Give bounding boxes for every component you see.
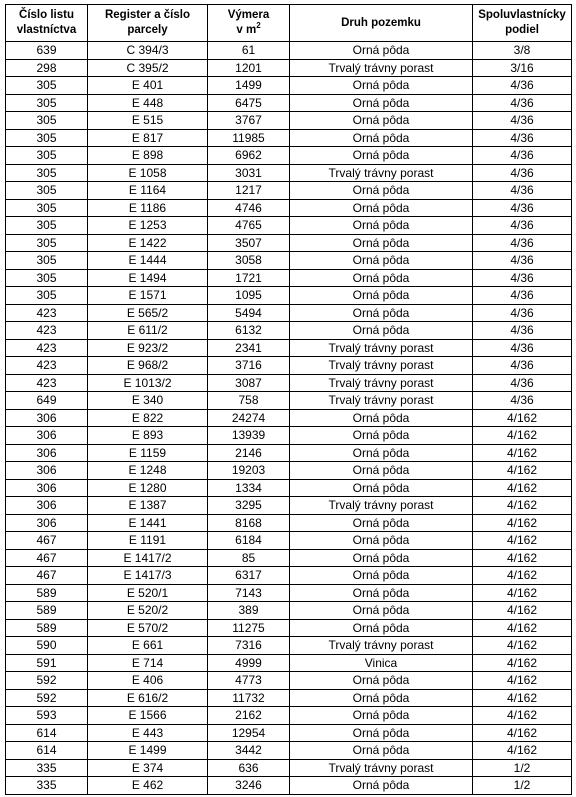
cell-parcel-number: C 395/2 [88, 59, 208, 77]
cell-land-type: Orná pôda [290, 444, 473, 462]
table-row [6, 147, 572, 165]
cell-area: 11985 [208, 129, 290, 147]
cell-list-number: 614 [6, 724, 88, 742]
cell-area: 1334 [208, 479, 290, 497]
cell-land-type: Trvalý trávny porast [290, 339, 473, 357]
cell-area: 2341 [208, 339, 290, 357]
cell-share: 4/36 [473, 287, 572, 305]
table-row [6, 164, 572, 182]
header-cislo-listu-vlastnictva [6, 5, 88, 42]
land-parcel-table [5, 4, 572, 795]
cell-share: 4/36 [473, 322, 572, 340]
cell-parcel-number: E 1422 [88, 234, 208, 252]
cell-list-number: 649 [6, 392, 88, 410]
cell-list-number: 305 [6, 77, 88, 95]
cell-share: 4/162 [473, 497, 572, 515]
cell-share: 1/2 [473, 777, 572, 795]
header-line-1: Druh pozemku [341, 16, 421, 29]
cell-list-number: 423 [6, 339, 88, 357]
cell-area: 6317 [208, 567, 290, 585]
cell-area: 11275 [208, 619, 290, 637]
cell-land-type: Orná pôda [290, 304, 473, 322]
cell-list-number: 589 [6, 602, 88, 620]
cell-share: 4/162 [473, 427, 572, 445]
cell-share: 4/36 [473, 234, 572, 252]
cell-parcel-number: E 1159 [88, 444, 208, 462]
table-row [6, 462, 572, 480]
table-row [6, 392, 572, 410]
cell-share: 4/36 [473, 77, 572, 95]
cell-area: 636 [208, 759, 290, 777]
cell-land-type: Trvalý trávny porast [290, 637, 473, 655]
cell-land-type: Orná pôda [290, 567, 473, 585]
cell-parcel-number: E 520/1 [88, 584, 208, 602]
cell-list-number: 305 [6, 129, 88, 147]
table-row [6, 549, 572, 567]
cell-area: 61 [208, 42, 290, 60]
table-row [6, 339, 572, 357]
cell-parcel-number: E 898 [88, 147, 208, 165]
cell-parcel-number: E 1441 [88, 514, 208, 532]
cell-land-type: Trvalý trávny porast [290, 759, 473, 777]
table-row [6, 479, 572, 497]
cell-list-number: 590 [6, 637, 88, 655]
cell-area: 3442 [208, 742, 290, 760]
cell-land-type: Orná pôda [290, 322, 473, 340]
header-spoluvlastnicky-podiel [473, 5, 572, 42]
cell-list-number: 305 [6, 217, 88, 235]
cell-area: 3246 [208, 777, 290, 795]
cell-area: 3058 [208, 252, 290, 270]
cell-list-number: 467 [6, 549, 88, 567]
table-row [6, 444, 572, 462]
cell-list-number: 305 [6, 94, 88, 112]
cell-parcel-number: E 714 [88, 654, 208, 672]
cell-list-number: 306 [6, 514, 88, 532]
cell-area: 3716 [208, 357, 290, 375]
cell-land-type: Orná pôda [290, 742, 473, 760]
cell-share: 4/36 [473, 374, 572, 392]
cell-parcel-number: E 401 [88, 77, 208, 95]
cell-land-type: Orná pôda [290, 217, 473, 235]
cell-land-type: Orná pôda [290, 777, 473, 795]
table-row [6, 497, 572, 515]
cell-area: 13939 [208, 427, 290, 445]
table-row [6, 724, 572, 742]
header-register-a-cislo-parcely [88, 5, 208, 42]
cell-land-type: Orná pôda [290, 549, 473, 567]
cell-share: 4/162 [473, 549, 572, 567]
cell-area: 4999 [208, 654, 290, 672]
cell-area: 4765 [208, 217, 290, 235]
table-row [6, 532, 572, 550]
cell-share: 4/162 [473, 462, 572, 480]
cell-land-type: Trvalý trávny porast [290, 392, 473, 410]
table-row [6, 234, 572, 252]
cell-area: 4746 [208, 199, 290, 217]
cell-parcel-number: E 923/2 [88, 339, 208, 357]
cell-list-number: 305 [6, 199, 88, 217]
table-row [6, 654, 572, 672]
cell-land-type: Orná pôda [290, 724, 473, 742]
cell-parcel-number: E 515 [88, 112, 208, 130]
cell-land-type: Orná pôda [290, 77, 473, 95]
cell-share: 4/36 [473, 129, 572, 147]
cell-list-number: 335 [6, 777, 88, 795]
cell-list-number: 614 [6, 742, 88, 760]
table-row [6, 409, 572, 427]
cell-parcel-number: E 520/2 [88, 602, 208, 620]
cell-land-type: Orná pôda [290, 129, 473, 147]
cell-share: 4/36 [473, 217, 572, 235]
cell-area: 1201 [208, 59, 290, 77]
cell-land-type: Orná pôda [290, 287, 473, 305]
cell-area: 389 [208, 602, 290, 620]
header-line-2: parcely [127, 24, 168, 36]
cell-parcel-number: E 661 [88, 637, 208, 655]
cell-list-number: 589 [6, 584, 88, 602]
cell-list-number: 306 [6, 409, 88, 427]
cell-parcel-number: E 443 [88, 724, 208, 742]
cell-area: 6132 [208, 322, 290, 340]
table-row [6, 357, 572, 375]
cell-land-type: Orná pôda [290, 234, 473, 252]
cell-share: 3/16 [473, 59, 572, 77]
cell-area: 6184 [208, 532, 290, 550]
cell-parcel-number: E 1499 [88, 742, 208, 760]
cell-land-type: Trvalý trávny porast [290, 59, 473, 77]
header-line-1: Spoluvlastnícky [478, 9, 566, 21]
header-line-1: Výmera [227, 9, 270, 21]
cell-share: 4/162 [473, 602, 572, 620]
table-row [6, 514, 572, 532]
cell-share: 4/36 [473, 304, 572, 322]
cell-area: 11732 [208, 689, 290, 707]
cell-land-type: Orná pôda [290, 252, 473, 270]
cell-list-number: 305 [6, 287, 88, 305]
cell-list-number: 305 [6, 252, 88, 270]
table-row [6, 777, 572, 795]
header-line-2 [208, 23, 289, 38]
cell-area: 1217 [208, 182, 290, 200]
cell-list-number: 305 [6, 147, 88, 165]
cell-land-type: Trvalý trávny porast [290, 164, 473, 182]
table-row [6, 304, 572, 322]
table-row [6, 374, 572, 392]
table-row [6, 129, 572, 147]
cell-list-number: 306 [6, 479, 88, 497]
cell-share: 4/162 [473, 619, 572, 637]
cell-parcel-number: E 1164 [88, 182, 208, 200]
cell-share: 3/8 [473, 42, 572, 60]
cell-list-number: 305 [6, 182, 88, 200]
cell-share: 4/162 [473, 409, 572, 427]
cell-area: 2162 [208, 707, 290, 725]
cell-list-number: 306 [6, 427, 88, 445]
cell-share: 4/162 [473, 567, 572, 585]
table-row [6, 637, 572, 655]
table-row [6, 59, 572, 77]
cell-list-number: 305 [6, 269, 88, 287]
cell-share: 4/162 [473, 724, 572, 742]
cell-land-type: Trvalý trávny porast [290, 497, 473, 515]
cell-parcel-number: E 1444 [88, 252, 208, 270]
cell-parcel-number: C 394/3 [88, 42, 208, 60]
cell-parcel-number: E 1566 [88, 707, 208, 725]
cell-land-type: Orná pôda [290, 147, 473, 165]
header-line-2: podiel [505, 24, 539, 36]
cell-share: 4/162 [473, 672, 572, 690]
cell-land-type: Orná pôda [290, 182, 473, 200]
table-row [6, 217, 572, 235]
cell-parcel-number: E 374 [88, 759, 208, 777]
cell-land-type: Orná pôda [290, 532, 473, 550]
cell-share: 1/2 [473, 759, 572, 777]
cell-list-number: 593 [6, 707, 88, 725]
table-row [6, 689, 572, 707]
cell-share: 4/36 [473, 94, 572, 112]
cell-list-number: 591 [6, 654, 88, 672]
cell-list-number: 589 [6, 619, 88, 637]
cell-list-number: 298 [6, 59, 88, 77]
header-unit-exponent: 2 [256, 21, 261, 31]
table-row [6, 322, 572, 340]
cell-land-type: Orná pôda [290, 427, 473, 445]
cell-land-type: Orná pôda [290, 479, 473, 497]
cell-parcel-number: E 462 [88, 777, 208, 795]
cell-parcel-number: E 1417/2 [88, 549, 208, 567]
cell-area: 758 [208, 392, 290, 410]
cell-list-number: 423 [6, 322, 88, 340]
cell-share: 4/162 [473, 584, 572, 602]
table-row [6, 42, 572, 60]
table-row [6, 199, 572, 217]
cell-share: 4/36 [473, 339, 572, 357]
cell-list-number: 423 [6, 357, 88, 375]
cell-share: 4/162 [473, 654, 572, 672]
header-druh-pozemku [290, 5, 473, 42]
cell-parcel-number: E 817 [88, 129, 208, 147]
cell-parcel-number: E 1253 [88, 217, 208, 235]
cell-land-type: Orná pôda [290, 94, 473, 112]
cell-area: 7316 [208, 637, 290, 655]
header-line-1: Číslo listu [19, 9, 74, 21]
cell-list-number: 467 [6, 532, 88, 550]
table-header-row [6, 5, 572, 42]
cell-parcel-number: E 611/2 [88, 322, 208, 340]
cell-area: 1095 [208, 287, 290, 305]
cell-list-number: 592 [6, 672, 88, 690]
table-row [6, 94, 572, 112]
table-row [6, 567, 572, 585]
cell-list-number: 306 [6, 462, 88, 480]
cell-land-type: Orná pôda [290, 409, 473, 427]
cell-area: 85 [208, 549, 290, 567]
cell-area: 7143 [208, 584, 290, 602]
cell-parcel-number: E 968/2 [88, 357, 208, 375]
cell-share: 4/36 [473, 147, 572, 165]
cell-share: 4/36 [473, 164, 572, 182]
cell-area: 3295 [208, 497, 290, 515]
cell-share: 4/162 [473, 479, 572, 497]
table-row [6, 269, 572, 287]
cell-share: 4/36 [473, 252, 572, 270]
cell-list-number: 306 [6, 497, 88, 515]
cell-share: 4/36 [473, 199, 572, 217]
cell-land-type: Orná pôda [290, 199, 473, 217]
cell-area: 8168 [208, 514, 290, 532]
cell-land-type: Orná pôda [290, 514, 473, 532]
cell-list-number: 592 [6, 689, 88, 707]
cell-parcel-number: E 1058 [88, 164, 208, 182]
table-row [6, 252, 572, 270]
cell-share: 4/36 [473, 269, 572, 287]
cell-share: 4/162 [473, 742, 572, 760]
cell-parcel-number: E 822 [88, 409, 208, 427]
cell-share: 4/162 [473, 532, 572, 550]
cell-share: 4/36 [473, 392, 572, 410]
cell-list-number: 335 [6, 759, 88, 777]
cell-list-number: 467 [6, 567, 88, 585]
cell-area: 6475 [208, 94, 290, 112]
cell-parcel-number: E 893 [88, 427, 208, 445]
cell-list-number: 423 [6, 374, 88, 392]
cell-parcel-number: E 1571 [88, 287, 208, 305]
cell-area: 1721 [208, 269, 290, 287]
cell-share: 4/162 [473, 444, 572, 462]
header-unit: v m [236, 24, 257, 36]
cell-land-type: Orná pôda [290, 584, 473, 602]
cell-area: 2146 [208, 444, 290, 462]
cell-land-type: Trvalý trávny porast [290, 374, 473, 392]
cell-list-number: 423 [6, 304, 88, 322]
table-row [6, 287, 572, 305]
cell-list-number: 305 [6, 112, 88, 130]
table-row [6, 759, 572, 777]
table-row [6, 602, 572, 620]
table-row [6, 584, 572, 602]
cell-area: 3507 [208, 234, 290, 252]
cell-share: 4/162 [473, 707, 572, 725]
table-row [6, 77, 572, 95]
cell-land-type: Orná pôda [290, 269, 473, 287]
cell-land-type: Orná pôda [290, 689, 473, 707]
cell-share: 4/162 [473, 514, 572, 532]
cell-parcel-number: E 1280 [88, 479, 208, 497]
cell-land-type: Trvalý trávny porast [290, 357, 473, 375]
header-line-1: Register a číslo [104, 9, 190, 21]
cell-share: 4/36 [473, 182, 572, 200]
table-row [6, 427, 572, 445]
header-vymera [208, 5, 290, 42]
cell-parcel-number: E 406 [88, 672, 208, 690]
cell-parcel-number: E 1417/3 [88, 567, 208, 585]
cell-land-type: Orná pôda [290, 112, 473, 130]
cell-parcel-number: E 1013/2 [88, 374, 208, 392]
cell-share: 4/36 [473, 357, 572, 375]
cell-share: 4/162 [473, 689, 572, 707]
table-row [6, 742, 572, 760]
cell-land-type: Orná pôda [290, 707, 473, 725]
cell-share: 4/36 [473, 112, 572, 130]
cell-area: 5494 [208, 304, 290, 322]
cell-list-number: 639 [6, 42, 88, 60]
cell-land-type: Orná pôda [290, 42, 473, 60]
cell-share: 4/162 [473, 637, 572, 655]
table-row [6, 707, 572, 725]
cell-area: 3031 [208, 164, 290, 182]
cell-list-number: 306 [6, 444, 88, 462]
table-row [6, 672, 572, 690]
cell-parcel-number: E 1248 [88, 462, 208, 480]
cell-area: 6962 [208, 147, 290, 165]
cell-list-number: 305 [6, 164, 88, 182]
cell-area: 3767 [208, 112, 290, 130]
table-body [6, 42, 572, 795]
cell-list-number: 305 [6, 234, 88, 252]
cell-parcel-number: E 1191 [88, 532, 208, 550]
header-line-2: vlastníctva [16, 24, 77, 36]
table-row [6, 182, 572, 200]
cell-parcel-number: E 570/2 [88, 619, 208, 637]
cell-parcel-number: E 1387 [88, 497, 208, 515]
cell-land-type: Orná pôda [290, 462, 473, 480]
cell-area: 3087 [208, 374, 290, 392]
cell-parcel-number: E 340 [88, 392, 208, 410]
cell-parcel-number: E 616/2 [88, 689, 208, 707]
cell-land-type: Orná pôda [290, 619, 473, 637]
cell-land-type: Orná pôda [290, 672, 473, 690]
table-row [6, 112, 572, 130]
cell-land-type: Vinica [290, 654, 473, 672]
cell-area: 12954 [208, 724, 290, 742]
cell-parcel-number: E 1494 [88, 269, 208, 287]
cell-area: 4773 [208, 672, 290, 690]
cell-area: 24274 [208, 409, 290, 427]
cell-parcel-number: E 565/2 [88, 304, 208, 322]
cell-area: 19203 [208, 462, 290, 480]
cell-area: 1499 [208, 77, 290, 95]
cell-parcel-number: E 1186 [88, 199, 208, 217]
cell-parcel-number: E 448 [88, 94, 208, 112]
cell-land-type: Orná pôda [290, 602, 473, 620]
table-row [6, 619, 572, 637]
